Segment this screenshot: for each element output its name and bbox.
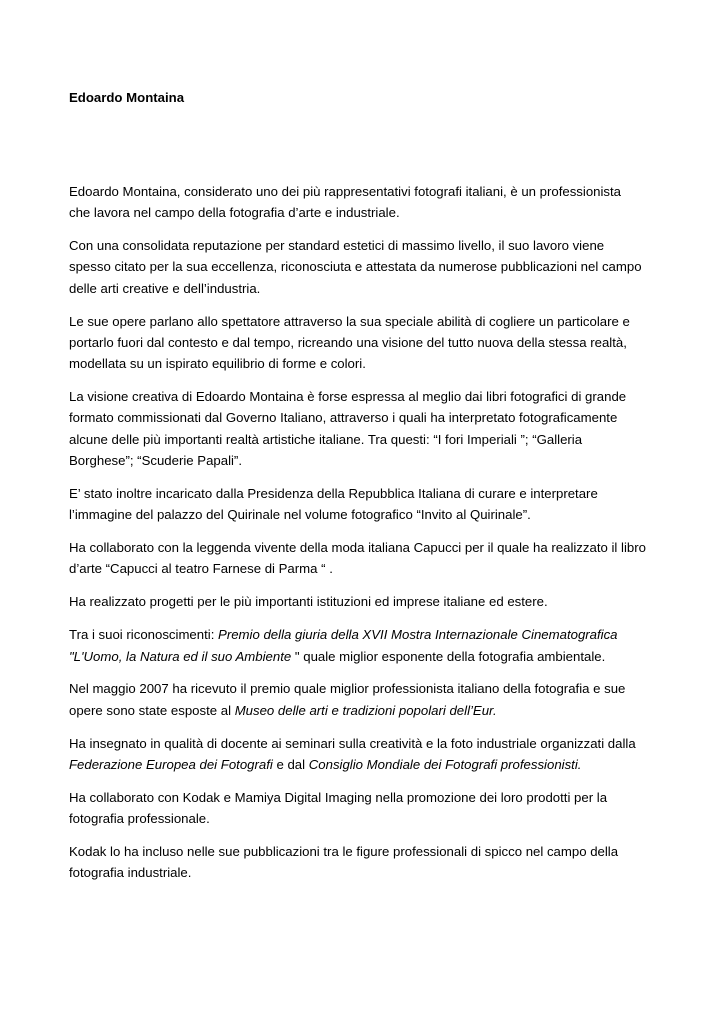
text-line	[69, 841, 659, 862]
text-line	[69, 256, 659, 277]
text-line	[69, 678, 659, 699]
text-line	[69, 181, 659, 202]
paragraph	[69, 624, 659, 667]
paragraph	[69, 733, 659, 776]
text-line	[69, 754, 659, 775]
paragraph	[69, 483, 659, 526]
paragraph	[69, 787, 659, 830]
text-run: portarlo fuori dal contesto e dal tempo, ricreando una visione del tutto nuova della stessa realtà,	[69, 334, 627, 350]
text-run: Kodak lo ha incluso nelle sue pubblicazioni tra le figure professionali di spicco nel campo della	[69, 843, 619, 859]
paragraph	[69, 591, 659, 612]
text-line	[69, 353, 659, 374]
text-run: che lavora nel campo della fotografia d’arte e industriale.	[69, 205, 400, 221]
text-run: Ha realizzato progetti per le più importanti istituzioni ed imprese italiane ed estere.	[69, 594, 548, 610]
italic-text: Federazione Europea dei Fotografi	[69, 756, 273, 772]
text-run: spesso citato per la sua eccellenza, riconosciuta e attestata da numerose pubblicazioni nel campo	[69, 259, 642, 275]
text-run: delle arti creative e dell’industria.	[69, 280, 261, 296]
text-line	[69, 733, 659, 754]
italic-text: Premio della giuria della XVII Mostra Internazionale Cinematografica	[218, 627, 618, 643]
text-run: La visione creativa di Edoardo Montaina è forse espressa al meglio dai libri fotografici di grande	[69, 389, 627, 405]
text-line	[69, 591, 659, 612]
text-run: modellata su un ispirato equilibrio di forme e colori.	[69, 356, 366, 372]
text-run: opere sono state esposte al	[69, 702, 235, 718]
text-run: formato commissionati dal Governo Italiano, attraverso i quali ha interpretato fotograficamente	[69, 410, 618, 426]
text-line	[69, 808, 659, 829]
text-run: Tra i suoi riconoscimenti:	[69, 627, 219, 643]
text-run: Con una consolidata reputazione per standard estetici di massimo livello, il suo lavoro viene	[69, 238, 605, 254]
text-run: Ha insegnato in qualità di docente ai seminari sulla creatività e la foto industriale organizzati dalla	[69, 735, 636, 751]
paragraph	[69, 841, 659, 884]
italic-text: Museo delle arti e tradizioni popolari dell’Eur.	[234, 702, 497, 718]
text-run: e dal	[272, 756, 309, 772]
text-line	[69, 646, 659, 667]
text-run: l’immagine del palazzo del Quirinale nel volume fotografico “Invito al Quirinale”.	[69, 507, 531, 523]
text-line	[69, 862, 659, 883]
text-line	[69, 278, 659, 299]
text-line	[69, 700, 659, 721]
text-line	[69, 311, 659, 332]
italic-text: Consiglio Mondiale dei Fotografi professionisti.	[308, 756, 582, 772]
document-body	[69, 181, 659, 895]
text-run: Ha collaborato con la leggenda vivente della moda italiana Capucci per il quale ha realizzato il libro	[69, 540, 646, 556]
text-line	[69, 483, 659, 504]
text-run: fotografia industriale.	[69, 865, 192, 881]
text-line	[69, 537, 659, 558]
text-line	[69, 202, 659, 223]
document-title: Edoardo Montaina	[69, 90, 185, 105]
text-line	[69, 386, 659, 407]
text-line	[69, 332, 659, 353]
text-run: d’arte “Capucci al teatro Farnese di Parma “ .	[69, 561, 333, 577]
text-line	[69, 450, 659, 471]
text-run: alcune delle più importanti realtà artistiche italiane. Tra questi: “I fori Imperiali ”; “Galleria	[69, 431, 583, 447]
text-line	[69, 504, 659, 525]
paragraph	[69, 311, 659, 375]
text-run: Ha collaborato con Kodak e Mamiya Digital Imaging nella promozione dei loro prodotti per la	[69, 789, 608, 805]
text-run: Nel maggio 2007 ha ricevuto il premio quale miglior professionista italiano della fotografia e sue	[69, 681, 626, 697]
text-line	[69, 558, 659, 579]
text-run: " quale miglior esponente della fotografia ambientale.	[294, 648, 606, 664]
text-line	[69, 787, 659, 808]
text-run: Borghese”; “Scuderie Papali”.	[69, 453, 242, 469]
paragraph	[69, 386, 659, 471]
paragraph	[69, 537, 659, 580]
paragraph	[69, 181, 659, 224]
paragraph	[69, 235, 659, 299]
text-run: E’ stato inoltre incaricato dalla Presidenza della Repubblica Italiana di curare e interpretare	[69, 485, 598, 501]
text-run: fotografia professionale.	[69, 811, 210, 827]
text-run: Edoardo Montaina, considerato uno dei più rappresentativi fotografi italiani, è un professionista	[69, 184, 622, 199]
text-line	[69, 624, 659, 645]
text-run: Le sue opere parlano allo spettatore attraverso la sua speciale abilità di cogliere un particolare e	[69, 313, 630, 329]
paragraph	[69, 678, 659, 721]
italic-text: "L'Uomo, la Natura ed il suo Ambiente	[69, 648, 295, 664]
text-line	[69, 429, 659, 450]
text-line	[69, 407, 659, 428]
text-line	[69, 235, 659, 256]
